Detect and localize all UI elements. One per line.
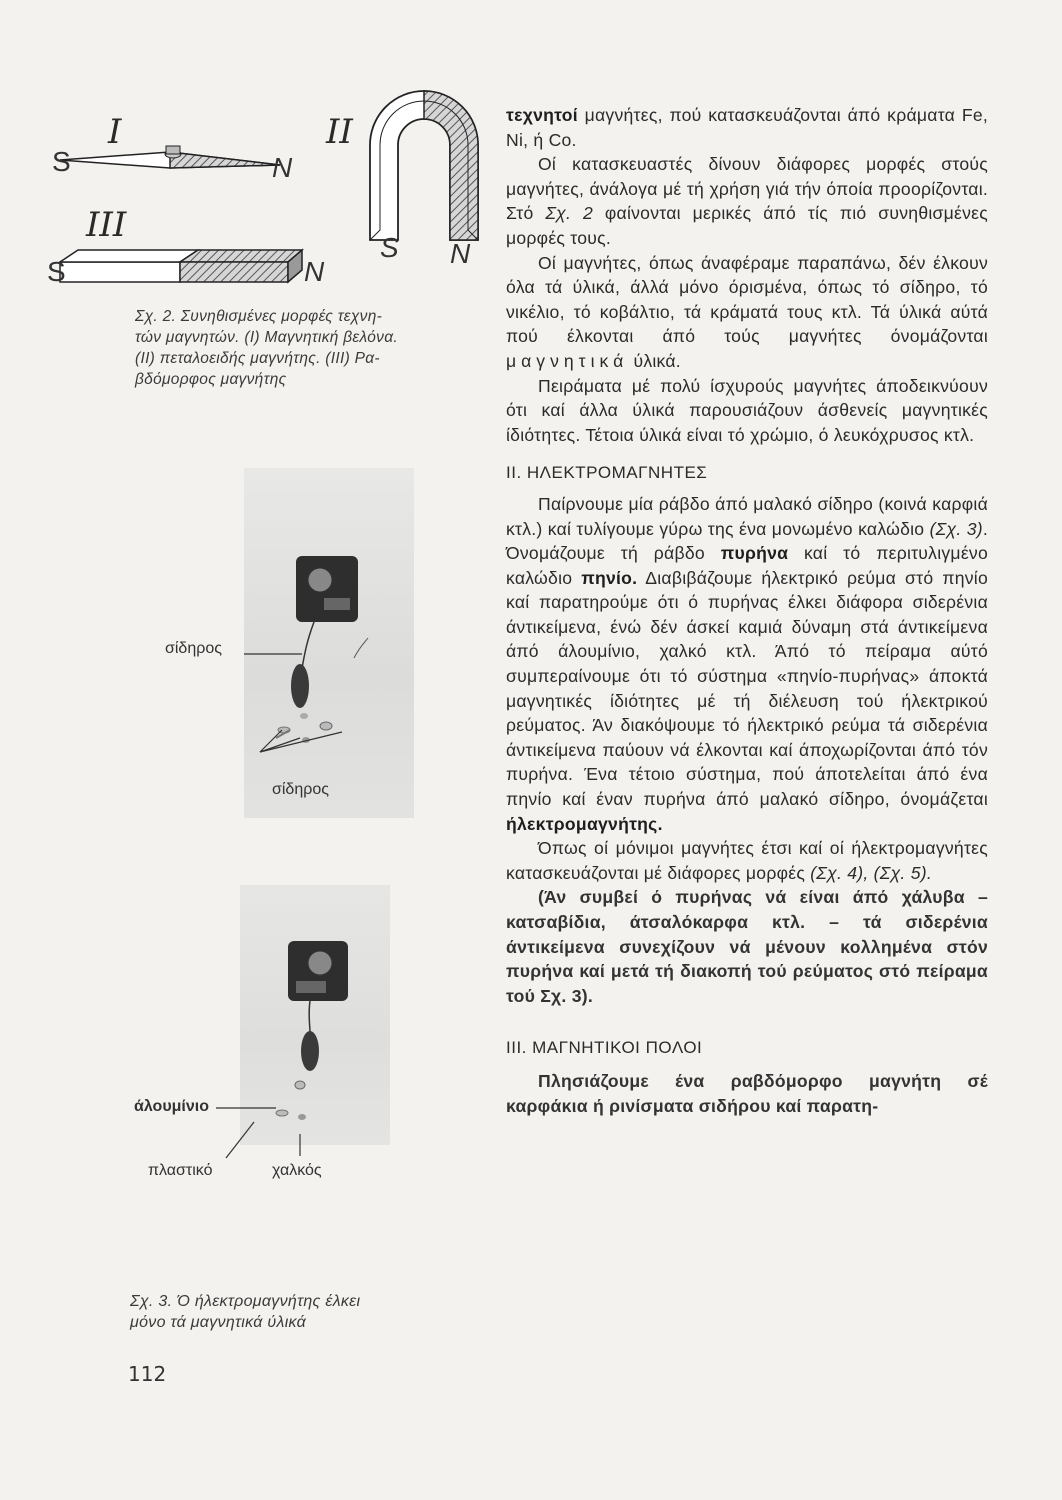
paragraph-5: [506, 492, 988, 836]
figure-reference: (Σχ. 3): [929, 518, 983, 539]
figure-reference: Σχ. 2: [545, 203, 594, 224]
caption-line: βδόμορφος μαγνήτης: [135, 371, 287, 388]
text-span: ύλικά.: [628, 350, 681, 371]
caption-line: τών μαγνητών. (I) Μαγνητική βελόνα.: [135, 329, 398, 346]
label-plastic: πλαστικό: [148, 1162, 213, 1179]
term-magnetic: μαγνητικά: [506, 350, 629, 371]
text-span: . Όνομάζουμε τή ράβδο: [506, 518, 989, 564]
text-span: Παίρνουμε μία ράβδο άπό μαλακό σίδηρο (κοινά καρφιά κτλ.) καί τυλίγουμε γύρω της ένα μονωμένο καλώδιο: [506, 493, 988, 539]
magnetic-needle: [60, 146, 280, 168]
caption-line: Σχ. 3. Ό ήλεκτρομαγνήτης έλκει: [130, 1293, 361, 1310]
horseshoe-south-pole: S: [380, 232, 399, 263]
paragraph-2: [506, 152, 988, 250]
figure-2-label-I: I: [108, 112, 122, 152]
label-copper: χαλκός: [272, 1162, 322, 1179]
label-iron-objects: σίδηρος: [272, 781, 329, 798]
term-electromagnet: ήλεκτρομαγνήτης.: [506, 813, 663, 834]
section-heading-magnetic-poles: III. ΜΑΓΝΗΤΙΚΟΙ ΠΟΛΟΙ: [506, 1038, 703, 1058]
figure-reference: (Σχ. 4), (Σχ. 5).: [810, 862, 932, 883]
paragraph-4: Πειράματα μέ πολύ ίσχυρούς μαγνήτες άποδεικνύουν ότι καί άλλα ύλικά παρουσιάζουν άσθενείς μαγνητικές ίδιότητες. Τέτοια ύλικά είναι τό χρώμιο, ό λευκόχρυσος κτλ.: [506, 375, 988, 445]
figure-2-label-II: II: [326, 112, 353, 152]
text-span: μαγνήτες, πού κατασκευάζονται άπό κράματα Fe, Ni, ή Co.: [506, 105, 988, 150]
text-column: [506, 103, 988, 1118]
text-span: καί τό περιτυλιγμένο καλώδιο: [506, 543, 988, 588]
text-span: Οί μαγνήτες, όπως άναφέραμε παραπάνω, δέν έλκουν όλα τά ύλικά, άλλά μόνο όρισμένα, όπως τό σίδηρο, τό νικέλιο, τό κοβάλτιο, τά κράματά τους κτλ. Τά ύλικά αύτά πού έλκονται άπό τούς μαγνήτες όνομάζονται: [506, 252, 988, 347]
photo-2-pointers: [216, 1100, 336, 1170]
horseshoe-north-pole: N: [450, 238, 471, 269]
term-core: πυρήνα: [720, 543, 789, 564]
paragraph-6: [506, 836, 988, 885]
paragraph-3: [506, 251, 988, 374]
page-number: 112: [128, 1362, 167, 1386]
needle-south-pole: S: [52, 146, 71, 177]
caption-line: Σχ. 2. Συνηθισμένες μορφές τεχνη-: [135, 308, 383, 325]
paragraph-8: Πλησιάζουμε ένα ραβδόμορφο μαγνήτη σέ καρφάκια ή ρινίσματα σιδήρου καί παρατη-: [506, 1070, 988, 1116]
figure-2-label-III: III: [86, 205, 127, 245]
paragraph-1: [506, 103, 988, 152]
bar-south-pole: S: [47, 256, 66, 287]
caption-line: (II) πεταλοειδής μαγνήτης. (III) Ρα-: [135, 350, 380, 367]
text-span: Όπως οί μόνιμοι μαγνήτες έτσι καί οί ήλεκτρομαγνήτες κατασκευάζονται μέ διάφορες μορφές: [506, 838, 988, 883]
text-span: Διαβιβάζουμε ήλεκτρικό ρεύμα στό πηνίο καί παρατηρούμε ότι ό πυρήνας έλκει διάφορα σιδερένια άντικείμενα, ένώ δέν άσκεί καμιά δύναμη στά άντικείμενα άπό άλουμίνιο, χαλκό κτλ. Άπό τό πείραμα αύτό συμπεραίνουμε ότι τό σύστημα «πηνίο-πυρήνας» άποκτά μαγνητικές ίδιότητες μέ τή διέλευση τού ήλεκτρικού ρεύματος. Άν διακόψουμε τό ήλεκτρικό ρεύμα τά σιδερένια άντικείμενα παύουν νά έλκονται καί άποχωρίζονται άπό τόν πυρήνα. Ένα τέτοιο σύστημα, πού άποτελείται άπό ένα πηνίο καί έναν πυρήνα άπό μαλακό σίδηρο, όνομάζεται: [506, 567, 988, 810]
label-iron-core: σίδηρος: [165, 640, 222, 657]
figure-2-caption: [135, 306, 495, 390]
horseshoe-magnet: [370, 91, 478, 240]
term-artificial: τεχνητοί: [506, 105, 578, 125]
needle-north-pole: N: [272, 152, 293, 183]
text-span: φαίνονται μερικές άπό τίς πιό συνηθισμένες μορφές τους.: [506, 203, 988, 248]
section-heading-electromagnets: II. ΗΛΕΚΤΡΟΜΑΓΝΗΤΕΣ: [506, 463, 708, 483]
bar-north-pole: N: [304, 256, 325, 287]
bar-magnet: [60, 250, 302, 282]
figure-3-caption: [130, 1291, 490, 1333]
paragraph-7: (Άν συμβεί ό πυρήνας νά είναι άπό χάλυβα – κατσαβίδια, άτσαλόκαρφα κτλ. – τά σιδερένια άντικείμενα συνεχίζουν νά μένουν κολλημένα στόν πυρήνα καί μετά τή διακοπή τού ρεύματος στό πείραμα τού Σχ. 3).: [506, 887, 988, 1006]
text-span: Οί κατασκευαστές δίνουν διάφορες μορφές στούς μαγνήτες, άνάλογα μέ τή χρήση γιά τήν όποία προορίζονται. Στό: [506, 154, 988, 224]
caption-line: μόνο τά μαγνητικά ύλικά: [130, 1314, 307, 1331]
term-coil: πηνίο.: [581, 567, 638, 588]
photo-1-pointers: [230, 640, 370, 780]
label-aluminium: άλουμίνιο: [134, 1098, 209, 1115]
